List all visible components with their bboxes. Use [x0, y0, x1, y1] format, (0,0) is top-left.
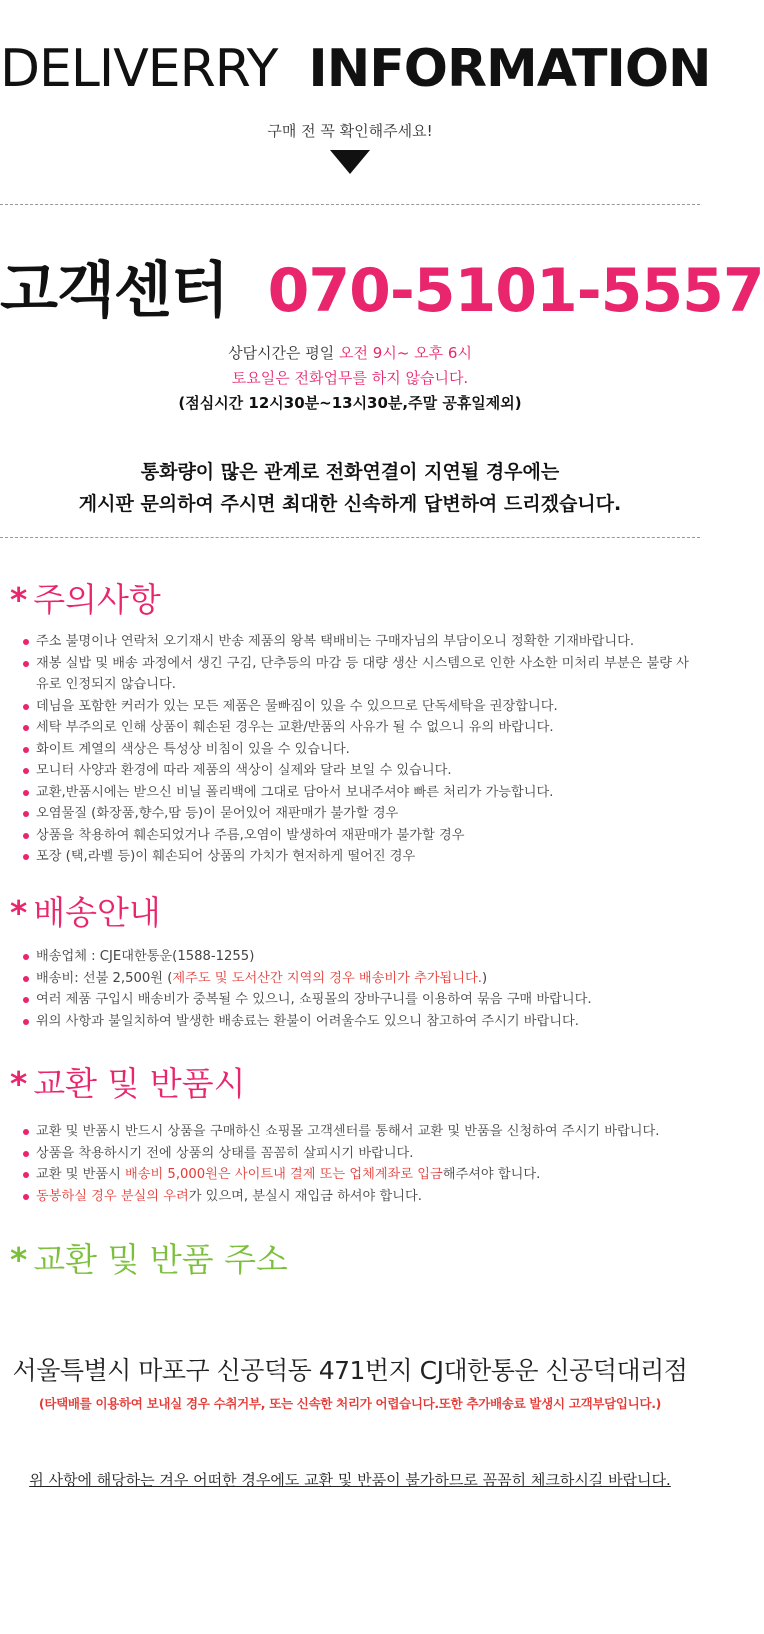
consult-hours	[0, 341, 700, 366]
divider	[0, 204, 700, 205]
return-address: 서울특별시 마포구 신공덕동 471번지 CJ대한통운 신공덕대리점	[12, 1356, 688, 1385]
return-fee-suffix: 해주셔야 합니다.	[442, 1167, 541, 1182]
return-fee-detail: 배송비 5,000원은 사이트내 결제 또는 업체계좌로 입금	[125, 1167, 443, 1182]
list-item: 오염물질 (화장품,향수,땀 등)이 묻어있어 재판매가 불가할 경우	[22, 803, 694, 825]
page-title	[0, 38, 711, 100]
section-address-title	[10, 1240, 288, 1280]
exchange-list	[22, 1121, 694, 1207]
consult-hours-time: 오전 9시~ 오후 6시	[339, 344, 472, 362]
shipping-fee-prefix: 배송비: 선불 2,500원 (	[36, 970, 173, 986]
section-caution-label: 주의사항	[33, 580, 161, 619]
customer-center-phone: 070-5101-5557	[267, 256, 764, 326]
list-item: 교환,반품시에는 받으신 비닐 폴리백에 그대로 담아서 보내주셔야 빠른 처리가 가능합니다.	[22, 782, 694, 804]
consult-hours-prefix: 상담시간은 평일	[228, 344, 340, 362]
section-caution-title	[10, 580, 161, 620]
list-item: 포장 (택,라벨 등)이 훼손되어 상품의 가치가 현저하게 떨어진 경우	[22, 846, 694, 868]
section-shipping-title	[10, 893, 161, 933]
list-item: 교환 및 반품시 반드시 상품을 구매하신 쇼핑몰 고객센터를 통해서 교환 및 반품을 신청하여 주시기 바랍니다.	[22, 1121, 694, 1143]
list-item: 상품을 착용하시기 전에 상품의 상태를 꼼꼼히 살피시기 바랍니다.	[22, 1143, 694, 1165]
list-item	[22, 968, 694, 990]
call-volume-notice-line1: 통화량이 많은 관계로 전화연결이 지연될 경우에는	[140, 461, 560, 483]
customer-center-label: 고객센터	[0, 256, 228, 326]
list-item: 위의 사항과 불일치하여 발생한 배송료는 환불이 어려울수도 있으니 참고하여 주시기 바랍니다.	[22, 1011, 694, 1033]
list-item: 데님을 포함한 커러가 있는 모든 제품은 물빠짐이 있을 수 있으므로 단독세탁을 권장합니다.	[22, 696, 694, 718]
caution-list	[22, 631, 694, 868]
down-triangle-icon	[330, 150, 370, 174]
page-title-bold: INFORMATION	[308, 39, 711, 99]
list-item: 모니터 사양과 환경에 따라 제품의 색상이 실제와 달라 보일 수 있습니다.	[22, 760, 694, 782]
list-item: 여러 제품 구입시 배송비가 중복될 수 있으니, 쇼핑몰의 장바구니를 이용하여 묶음 구매 바랍니다.	[22, 989, 694, 1011]
saturday-notice: 토요일은 전화업무를 하지 않습니다.	[231, 369, 469, 387]
lunch-notice: (점심시간 12시30분~13시30분,주말 공휴일제외)	[178, 394, 522, 412]
enclose-warning: 동봉하실 경우 분실의 우려	[36, 1188, 189, 1204]
list-item	[22, 1186, 694, 1208]
shipping-fee-extra: 제주도 및 도서산간 지역의 경우 배송비가 추가됩니다.	[172, 970, 482, 986]
list-item	[22, 1164, 694, 1186]
page-subtitle: 구매 전 꼭 확인해주세요!	[267, 122, 433, 140]
page-title-light: DELIVERRY	[0, 39, 278, 99]
list-item: 상품을 착용하여 훼손되었거나 주름,오염이 발생하여 재판매가 불가할 경우	[22, 825, 694, 847]
return-address-note: (타택배를 이용하여 보내실 경우 수취거부, 또는 신속한 처리가 어렵습니다.또한 추가배송료 발생시 고객부담입니다.)	[38, 1396, 662, 1411]
section-shipping-label: 배송안내	[33, 893, 161, 932]
asterisk-icon: *	[10, 1064, 28, 1103]
list-item: 주소 불명이나 연락처 오기재시 반송 제품의 왕복 택배비는 구매자님의 부담이오니 정확한 기재바랍니다.	[22, 631, 694, 653]
section-address-label: 교환 및 반품 주소	[33, 1240, 288, 1279]
shipping-list	[22, 946, 694, 1032]
enclose-warning-suffix: 가 있으며, 분실시 재입금 하셔야 합니다.	[188, 1188, 422, 1204]
call-volume-notice-line2: 게시판 문의하여 주시면 최대한 신속하게 답변하여 드리겠습니다.	[78, 493, 622, 515]
final-notice	[0, 1469, 700, 1490]
section-exchange-label: 교환 및 반품시	[33, 1064, 246, 1103]
list-item: 화이트 계열의 색상은 특성상 비침이 있을 수 있습니다.	[22, 739, 694, 761]
asterisk-icon: *	[10, 893, 28, 932]
list-item: 재봉 실밥 및 배송 과정에서 생긴 구김, 단추등의 마감 등 대량 생산 시스템으로 인한 사소한 미처리 부분은 불량 사유로 인정되지 않습니다.	[22, 653, 694, 696]
section-exchange-title	[10, 1064, 246, 1104]
shipping-fee-suffix: )	[481, 970, 488, 986]
list-item: 배송업체 : CJE대한통운(1588-1255)	[22, 946, 694, 968]
return-fee-prefix: 교환 및 반품시	[36, 1167, 126, 1182]
list-item: 세탁 부주의로 인해 상품이 훼손된 경우는 교환/반품의 사유가 될 수 없으니 유의 바랍니다.	[22, 717, 694, 739]
final-notice-text: 위 사항에 해당하는 겨우 어떠한 경우에도 교환 및 반품이 불가하므로 꼼꼼히 체크하시길 바랍니다.	[29, 1471, 671, 1489]
asterisk-icon: *	[10, 1240, 28, 1279]
call-volume-notice	[0, 456, 700, 520]
divider	[0, 537, 700, 538]
asterisk-icon: *	[10, 580, 28, 619]
customer-center-heading	[0, 256, 764, 326]
